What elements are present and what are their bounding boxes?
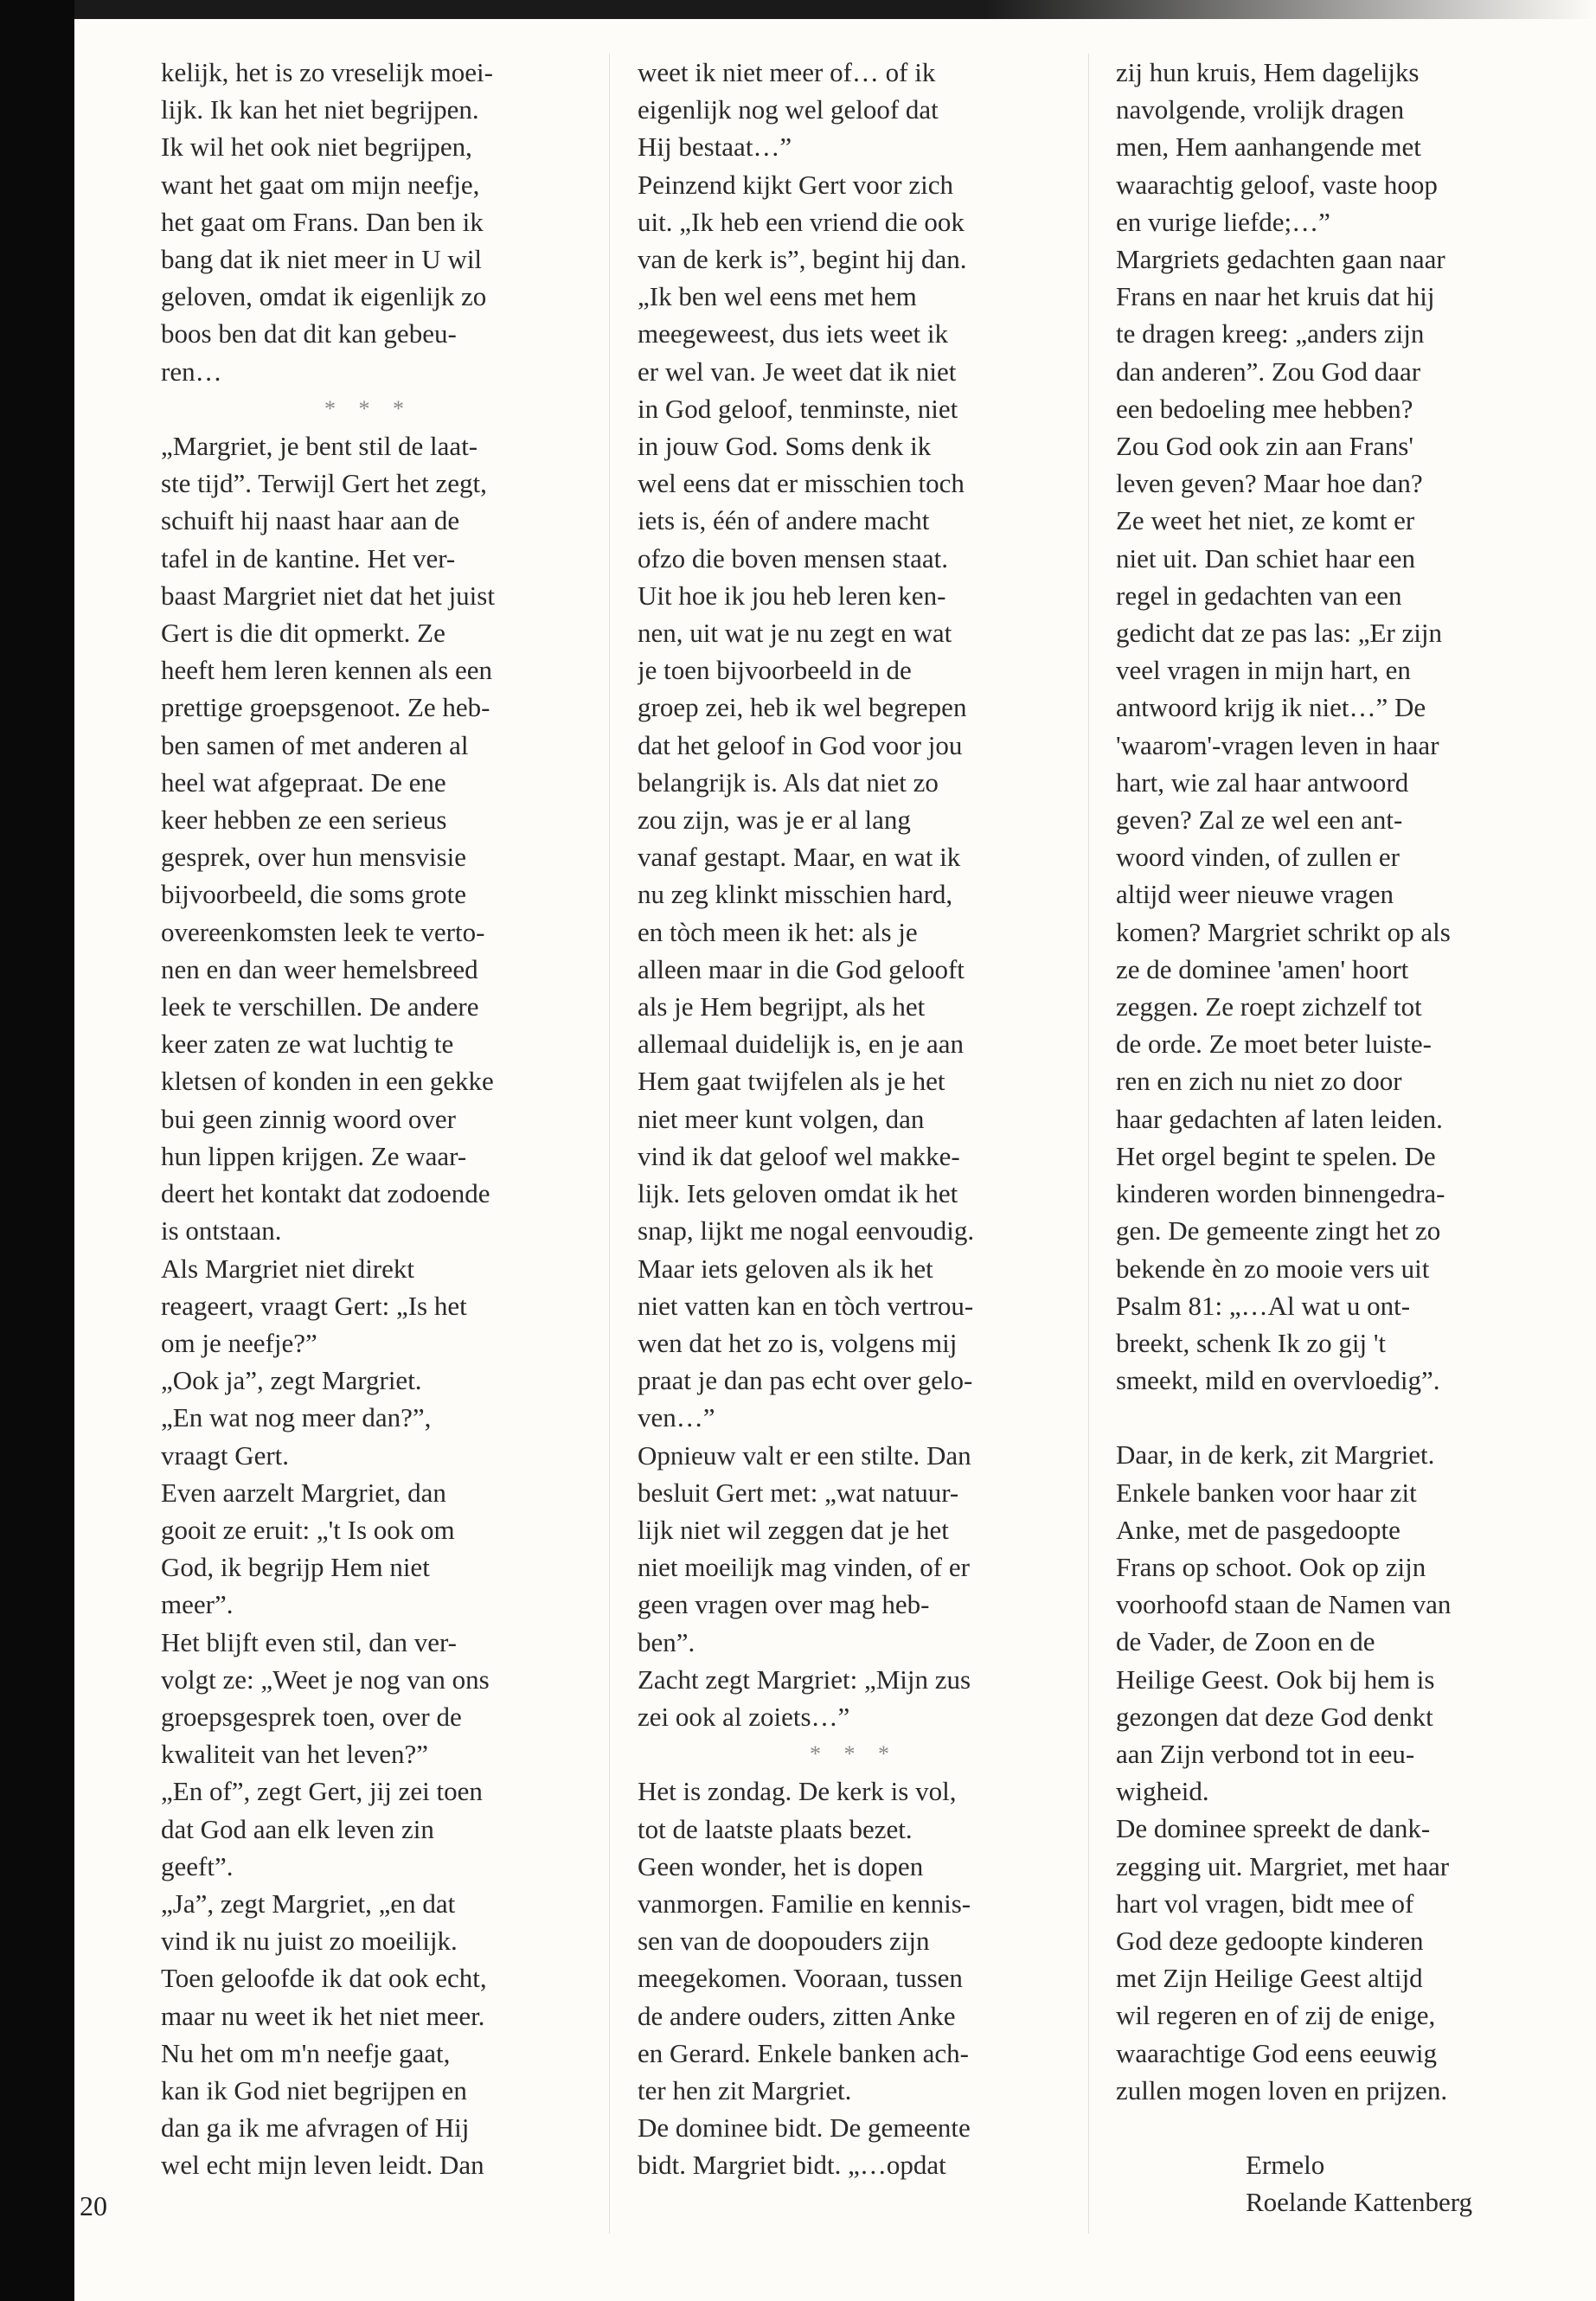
text-line: meer”. — [161, 1589, 234, 1620]
text-line: Margriets gedachten gaan naar — [1116, 244, 1445, 275]
text-line: komen? Margriet schrikt op als — [1116, 916, 1451, 947]
text-line: gesprek, over hun mensvisie — [161, 842, 466, 873]
column-divider — [609, 54, 610, 2234]
text-line: prettige groepsgenoot. Ze heb- — [161, 692, 490, 723]
text-column-2 — [638, 54, 1070, 2268]
text-line: is ontstaan. — [161, 1215, 282, 1247]
text-line: zullen mogen loven en prijzen. — [1116, 2074, 1448, 2106]
author-name: Roelande Kattenberg — [1246, 2187, 1472, 2218]
text-line: 'waarom'-vragen leven in haar — [1116, 729, 1439, 760]
text-line: kan ik God niet begrijpen en — [161, 2074, 467, 2106]
text-line: Het orgel begint te spelen. De — [1116, 1140, 1436, 1171]
text-line: De dominee bidt. De gemeente — [638, 2112, 971, 2144]
text-line: geeft”. — [161, 1850, 234, 1881]
text-line: Frans en naar het kruis dat hij — [1116, 281, 1435, 312]
text-line: meegeweest, dus iets weet ik — [638, 318, 948, 349]
text-line: allemaal duidelijk is, en je aan — [638, 1029, 965, 1060]
text-line: heeft hem leren kennen als een — [161, 655, 493, 686]
text-line: praat je dan pas echt over gelo- — [638, 1365, 973, 1396]
text-line: leek te verschillen. De andere — [161, 991, 479, 1022]
text-line: met Zijn Heilige Geest altijd — [1116, 1963, 1423, 1994]
text-line: uit. „Ik heb een vriend die ook — [638, 206, 965, 237]
text-line: altijd weer nieuwe vragen — [1116, 879, 1394, 910]
text-line: keer hebben ze een serieus — [161, 804, 447, 836]
text-line: maar nu weet ik het niet meer. — [161, 2000, 485, 2031]
text-line: Als Margriet niet direkt — [161, 1253, 415, 1284]
text-line: dat het geloof in God voor jou — [638, 729, 963, 760]
text-line: van de kerk is”, begint hij dan. — [638, 244, 967, 275]
text-line: „Ook ja”, zegt Margriet. — [161, 1365, 422, 1396]
text-line: „En of”, zegt Gert, jij zei toen — [161, 1776, 483, 1807]
text-line: niet meer kunt volgen, dan — [638, 1103, 925, 1134]
section-break: * * * — [324, 395, 413, 421]
text-line: gooit ze eruit: „'t Is ook om — [161, 1514, 455, 1545]
text-line: wen dat het zo is, volgens mij — [638, 1327, 958, 1358]
text-line: ste tijd”. Terwijl Gert het zegt, — [161, 468, 487, 499]
text-line: baast Margriet niet dat het juist — [161, 580, 495, 611]
author-place: Ermelo — [1246, 2149, 1325, 2180]
paragraph-gap — [1116, 2109, 1548, 2146]
text-line: waarachtig geloof, vaste hoop — [1116, 169, 1438, 200]
text-line: nu zeg klinkt misschien hard, — [638, 879, 953, 910]
text-line: alleen maar in die God gelooft — [638, 953, 965, 984]
text-line: zou zijn, was je er al lang — [638, 804, 911, 836]
text-line: lijk. Iets geloven omdat ik het — [638, 1178, 958, 1209]
text-line: volgt ze: „Weet je nog van ons — [161, 1663, 490, 1695]
text-line: vanaf gestapt. Maar, en wat ik — [638, 842, 961, 873]
text-line: „Ik ben wel eens met hem — [638, 281, 917, 312]
text-line: zij hun kruis, Hem dagelijks — [1116, 57, 1420, 87]
text-line: veel vragen in mijn hart, en — [1116, 655, 1411, 686]
text-line: groepsgesprek toen, over de — [161, 1701, 462, 1732]
text-line: aan Zijn verbond tot in eeu- — [1116, 1738, 1415, 1769]
text-line: Zou God ook zin aan Frans' — [1116, 431, 1413, 462]
text-line: wel eens dat er misschien toch — [638, 468, 965, 499]
text-line: te dragen kreeg: „anders zijn — [1116, 318, 1425, 349]
text-line: belangrijk is. Als dat niet zo — [638, 766, 939, 798]
text-line: ren en zich nu niet zo door — [1116, 1066, 1402, 1097]
text-line: dat God aan elk leven zin — [161, 1813, 434, 1844]
text-line: „En wat nog meer dan?”, — [161, 1402, 432, 1433]
text-line: de orde. Ze moet beter luiste- — [1116, 1029, 1432, 1060]
text-line: groep zei, heb ik wel begrepen — [638, 692, 967, 723]
text-line: overeenkomsten leek te verto- — [161, 916, 485, 947]
text-line: heel wat afgepraat. De ene — [161, 766, 446, 798]
text-line: en tòch meen ik het: als je — [638, 916, 918, 947]
text-line: Het is zondag. De kerk is vol, — [638, 1776, 957, 1807]
text-line: je toen bijvoorbeeld in de — [638, 655, 912, 686]
text-line: keer zaten ze wat luchtig te — [161, 1029, 454, 1060]
text-line: Toen geloofde ik dat ook echt, — [161, 1963, 487, 1994]
text-line: geloven, omdat ik eigenlijk zo — [161, 281, 487, 312]
text-line: Anke, met de pasgedoopte — [1116, 1514, 1401, 1545]
text-line: Even aarzelt Margriet, dan — [161, 1477, 446, 1508]
text-line: Heilige Geest. Ook bij hem is — [1116, 1663, 1435, 1695]
text-line: ofzo die boven mensen staat. — [638, 542, 948, 574]
text-line: geen vragen over mag heb- — [638, 1589, 930, 1620]
text-line: Het blijft even stil, dan ver- — [161, 1626, 457, 1657]
text-line: dan anderen”. Zou God daar — [1116, 356, 1421, 387]
paragraph-gap — [1116, 1399, 1548, 1436]
text-line: lijk. Ik kan het niet begrijpen. — [161, 94, 479, 125]
text-line: Geen wonder, het is dopen — [638, 1850, 924, 1881]
text-line: de andere ouders, zitten Anke — [638, 2000, 956, 2031]
text-line: ben”. — [638, 1626, 695, 1657]
text-line: hart vol vragen, bidt mee of — [1116, 1888, 1414, 1919]
text-line: lijk niet wil zeggen dat je het — [638, 1514, 949, 1545]
text-line: geven? Zal ze wel een ant- — [1116, 804, 1403, 836]
text-line: gen. De gemeente zingt het zo — [1116, 1215, 1441, 1247]
text-line: niet vatten kan en tòch vertrou- — [638, 1290, 974, 1321]
text-line: God deze gedoopte kinderen — [1116, 1925, 1424, 1956]
text-line: Hem gaat twijfelen als je het — [638, 1066, 945, 1097]
text-line: iets is, één of andere macht — [638, 505, 930, 536]
text-line: Psalm 81: „…Al wat u ont- — [1116, 1290, 1411, 1321]
text-line: God, ik begrijp Hem niet — [161, 1552, 430, 1583]
text-line: bui geen zinnig woord over — [161, 1103, 456, 1134]
section-break: * * * — [810, 1741, 898, 1767]
text-line: ren… — [161, 356, 222, 387]
text-line: en Gerard. Enkele banken ach- — [638, 2037, 969, 2068]
text-line: vind ik nu juist zo moeilijk. — [161, 1926, 458, 1957]
text-line: nen en dan weer hemelsbreed — [161, 953, 478, 984]
text-line: want het gaat om mijn neefje, — [161, 169, 480, 200]
text-line: Enkele banken voor haar zit — [1116, 1477, 1417, 1508]
text-line: in jouw God. Soms denk ik — [638, 431, 932, 462]
text-line: er wel van. Je weet dat ik niet — [638, 356, 957, 387]
text-line: smeekt, mild en overvloedig”. — [1116, 1365, 1440, 1396]
text-line: niet moeilijk mag vinden, of er — [638, 1552, 970, 1583]
text-line: zei ook al zoiets…” — [638, 1701, 850, 1732]
text-line: Maar iets geloven als ik het — [638, 1253, 933, 1284]
text-line: zegging uit. Margriet, met haar — [1116, 1850, 1450, 1881]
text-line: bidt. Margriet bidt. „…opdat — [638, 2150, 946, 2181]
text-line: navolgende, vrolijk dragen — [1116, 94, 1405, 125]
text-line: en vurige liefde;…” — [1116, 206, 1330, 237]
page-top-edge-fade — [986, 0, 1596, 19]
text-line: men, Hem aanhangende met — [1116, 131, 1421, 163]
text-line: hun lippen krijgen. Ze waar- — [161, 1140, 467, 1171]
text-line: bekende èn zo mooie vers uit — [1116, 1253, 1430, 1284]
text-line: kinderen worden binnengedra- — [1116, 1178, 1445, 1209]
text-line: meegekomen. Vooraan, tussen — [638, 1963, 963, 1994]
text-line: bijvoorbeeld, die soms grote — [161, 879, 466, 910]
text-line: De dominee spreekt de dank- — [1116, 1813, 1431, 1844]
text-line: Gert is die dit opmerkt. Ze — [161, 618, 445, 649]
text-line: hart, wie zal haar antwoord — [1116, 766, 1409, 798]
text-line: woord vinden, of zullen er — [1116, 842, 1400, 873]
text-line: haar gedachten af laten leiden. — [1116, 1103, 1443, 1134]
text-line: wigheid. — [1116, 1776, 1209, 1807]
text-line: het gaat om Frans. Dan ben ik — [161, 206, 484, 237]
text-line: sen van de doopouders zijn — [638, 1926, 930, 1957]
text-line: Zacht zegt Margriet: „Mijn zus — [638, 1663, 971, 1695]
text-line: weet ik niet meer of… of ik — [638, 57, 936, 87]
text-line: ben samen of met anderen al — [161, 729, 469, 760]
text-line: breekt, schenk Ik zo gij 't — [1116, 1327, 1387, 1358]
text-line: boos ben dat dit kan gebeu- — [161, 318, 457, 349]
column-divider — [1088, 54, 1089, 2234]
text-line: tafel in de kantine. Het ver- — [161, 542, 456, 574]
text-line: Daar, in de kerk, zit Margriet. — [1116, 1439, 1435, 1471]
text-line: gezongen dat deze God denkt — [1116, 1701, 1433, 1732]
text-line: Frans op schoot. Ook op zijn — [1116, 1551, 1426, 1582]
text-line: Ze weet het niet, ze komt er — [1116, 505, 1415, 536]
text-line: dan ga ik me afvragen of Hij — [161, 2112, 470, 2144]
text-line: in God geloof, tenminste, niet — [638, 393, 958, 424]
text-line: antwoord krijg ik niet…” De — [1116, 692, 1426, 723]
text-line: regel in gedachten van een — [1116, 580, 1402, 611]
page-number: 20 — [80, 2190, 107, 2221]
text-line: reageert, vraagt Gert: „Is het — [161, 1290, 467, 1321]
text-line: Hij bestaat…” — [638, 131, 792, 163]
text-line: Uit hoe ik jou heb leren ken- — [638, 580, 946, 611]
text-line: als je Hem begrijpt, als het — [638, 991, 926, 1022]
text-line: niet uit. Dan schiet haar een — [1116, 542, 1416, 574]
text-line: waarachtige God eens eeuwig — [1116, 2037, 1437, 2068]
text-line: Opnieuw valt er een stilte. Dan — [638, 1439, 971, 1471]
text-line: gedicht dat ze pas las: „Er zijn — [1116, 618, 1443, 649]
text-line: vanmorgen. Familie en kennis- — [638, 1888, 971, 1919]
text-line: kelijk, het is zo vreselijk moei- — [161, 57, 493, 87]
text-line: „Margriet, je bent stil de laat- — [161, 431, 478, 462]
text-line: leven geven? Maar hoe dan? — [1116, 468, 1423, 499]
book-spine-edge — [0, 0, 74, 2301]
text-line: vind ik dat geloof wel makke- — [638, 1140, 960, 1171]
text-line: schuift hij naast haar aan de — [161, 505, 460, 536]
text-column-3 — [1116, 54, 1548, 2268]
text-line: vraagt Gert. — [161, 1439, 290, 1471]
text-line: tot de laatste plaats bezet. — [638, 1813, 913, 1844]
text-line: snap, lijkt me nogal eenvoudig. — [638, 1215, 975, 1247]
text-line: wil regeren en of zij de enige, — [1116, 2000, 1436, 2031]
text-line: kwaliteit van het leven?” — [161, 1739, 429, 1770]
text-line: Nu het om m'n neefje gaat, — [161, 2037, 451, 2068]
text-line: ter hen zit Margriet. — [638, 2074, 852, 2106]
text-line: ze de dominee 'amen' hoort — [1116, 953, 1409, 984]
text-line: Peinzend kijkt Gert voor zich — [638, 169, 954, 200]
text-line: een bedoeling mee hebben? — [1116, 393, 1413, 424]
text-line: nen, uit wat je nu zegt en wat — [638, 618, 952, 649]
text-line: bang dat ik niet meer in U wil — [161, 244, 483, 275]
text-line: wel echt mijn leven leidt. Dan — [161, 2150, 484, 2181]
text-line: de Vader, de Zoon en de — [1116, 1626, 1375, 1657]
text-line: Ik wil het ook niet begrijpen, — [161, 131, 472, 163]
text-line: besluit Gert met: „wat natuur- — [638, 1477, 959, 1508]
text-column-1 — [161, 54, 576, 2268]
text-line: „Ja”, zegt Margriet, „en dat — [161, 1888, 456, 1919]
text-line: om je neefje?” — [161, 1327, 317, 1358]
text-line: zeggen. Ze roept zichzelf tot — [1116, 991, 1422, 1022]
text-line: deert het kontakt dat zodoende — [161, 1178, 490, 1209]
text-line: kletsen of konden in een gekke — [161, 1066, 494, 1097]
text-line: eigenlijk nog wel geloof dat — [638, 94, 939, 125]
text-line: ven…” — [638, 1402, 715, 1433]
text-line: voorhoofd staan de Namen van — [1116, 1589, 1452, 1620]
